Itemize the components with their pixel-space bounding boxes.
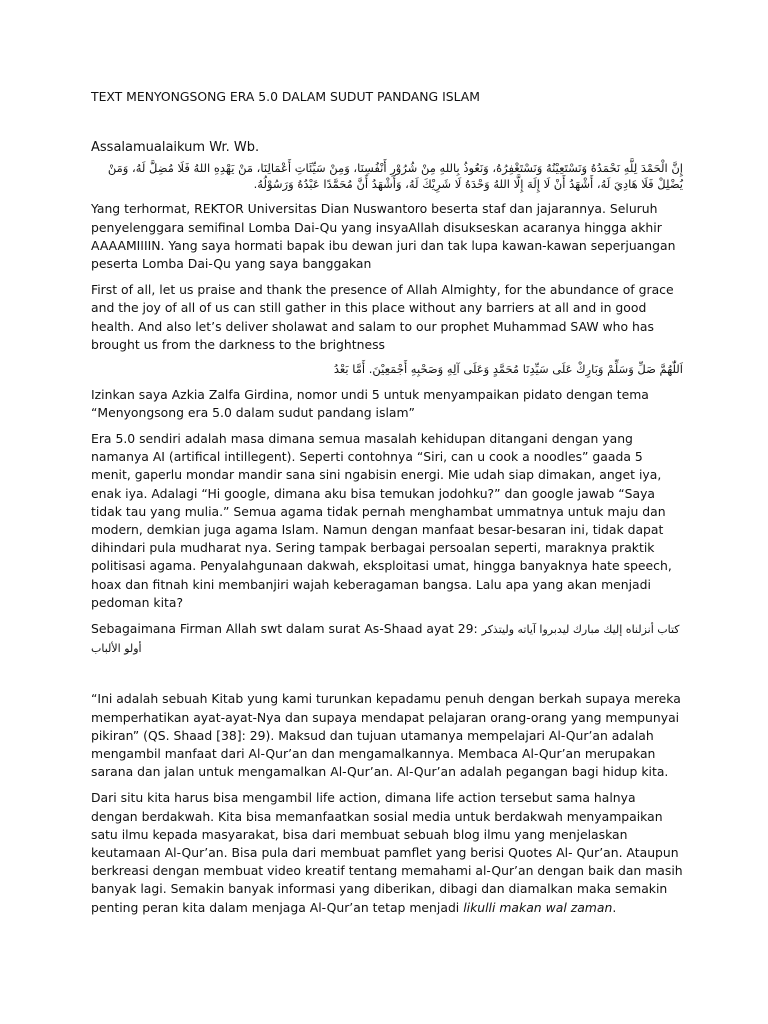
paragraph-era-5-0: Era 5.0 sendiri adalah masa dimana semua masalah kehidupan ditangani dengan yang namanya AI (artifical intillegent). Seperti contohnya “Siri, can u cook a noodles” gaada 5 menit, gaperlu mondar mandir sana sini ngabisin energi. Mie udah siap dimakan, anget iya, enak iya. Adalagi “Hi google, dimana aku bisa temukan jodohku?” dan google jawab “Saya tidak tau yang mulia.” Semua agama tidak pernah menghambat ummatnya untuk maju dan modern, demkian juga agama Islam. Namun dengan manfaat besar-besaran ini, tidak dapat dihindari pula mudharat nya. Sering tampak berbagai persoalan seperti, maraknya praktik politisasi agama. Penyalahgunaan dakwah, eksploitasi umat, hingga banyaknya hate speech, hoax dan fitnah kini membanjiri wajah keberagaman bangsa. Lalu apa yang akan menjadi pedoman kita?: [91, 430, 672, 610]
paragraph-salutation: Yang terhormat, REKTOR Universitas Dian Nuswantoro beserta staf dan jajarannya. Seluruh penyelenggara semifinal Lomba Dai-Qu yang insyaAllah disukseskan acaranya hingga akhir AAAAMIIIIN. Yang saya hormati bapak ibu dewan juri dan tak lupa kawan-kawan seperjuangan peserta Lomba Dai-Qu yang saya banggakan: [91, 201, 676, 272]
firman-arabic-text: كتاب أنزلناه إليك مبارك ليدبروا آياته وليتذكر أولو الألباب: [91, 622, 680, 656]
arabic-opening-text: إِنَّ الْحَمْدَ لِلَّهِ نَحْمَدُهُ وَنَسْتَعِيْنُهُ وَنَسْتَغْفِرُهُ، وَنَعُوذُ بِاللهِ مِنْ شُرُوْرِ أَنْفُسِنَا، وَمِنْ سَيِّئَاتِ أَعْمَالِنَا، مَنْ يَهْدِهِ اللهُ فَلَا مُضِلَّ لَهُ، وَمَنْ يُضْلِلْ فَلَا هَادِيَ لَهُ، أَشْهَدُ أَنْ لَا إِلَهَ إِلَّا اللهُ وَحْدَهُ لَا شَرِيْكَ لَهُ، وَأَشْهَدُ أَنَّ مُحَمَّدًا عَبْدُهُ وَرَسُوْلُهُ.: [107, 161, 683, 191]
paragraph-life-action: [91, 789, 683, 916]
paragraph-quran-translation: “Ini adalah sebuah Kitab yung kami turunkan kepadamu penuh dengan berkah supaya mereka memperhatikan ayat-ayat-Nya dan supaya mendapat pelajaran orang-orang yang mempunyai pikiran” (QS. Shaad [38]: 29). Maksud dan tujuan utamanya mempelajari Al-Qur’an adalah mengambil manfaat dari Al-Qur’an dan mengamalkannya. Membaca Al-Qur’an merupakan sarana dan jalan untuk mengamalkan Al-Qur’an. Al-Qur’an adalah pegangan bagi hidup kita.: [91, 691, 681, 780]
greeting: Assalamualaikum Wr. Wb.: [91, 140, 260, 156]
document-title: TEXT MENYONGSONG ERA 5.0 DALAM SUDUT PANDANG ISLAM: [91, 89, 480, 104]
life-action-text: Dari situ kita harus bisa mengambil life action, dimana life action tersebut sama halnya dengan berdakwah. Kita bisa memanfaatkan sosial media untuk berdakwah menyampaikan satu ilmu kepada masyarakat, bisa dari membuat sebuah blog ilmu yang menjelaskan keutamaan Al-Qur’an. Bisa pula dari membuat pamflet yang berisi Quotes Al- Qur’an. Ataupun berkreasi dengan membuat video kreatif tentang memahami al-Qur’an dengan baik dan masih banyak lagi. Semakin banyak informasi yang diberikan, dibagi dan diamalkan maka semakin penting peran kita dalam menjaga Al-Qur’an tetap menjadi: [91, 790, 683, 915]
document-page: [91, 88, 683, 925]
paragraph-firman: [91, 620, 683, 658]
firman-latin-text: Sebagaimana Firman Allah swt dalam surat As-Shaad ayat 29:: [91, 620, 482, 636]
life-action-italic-phrase: likulli makan wal zaman: [463, 899, 613, 915]
arabic-shalawat-text: اَللّٰهُمَّ صَلِّ وَسَلِّمْ وَبَارِكْ عَلَى سَيِّدِنَا مُحَمَّدٍ وَعَلَى آلِهِ وَصَحْبِهِ أَجْمَعِيْنَ. أَمَّا بَعْدُ: [333, 362, 683, 377]
paragraph-introduction: Izinkan saya Azkia Zalfa Girdina, nomor undi 5 untuk menyampaikan pidato dengan tema “Menyongsong era 5.0 dalam sudut pandang islam”: [91, 386, 649, 420]
life-action-period: .: [612, 899, 617, 915]
paragraph-english-opening: First of all, let us praise and thank the presence of Allah Almighty, for the abundance of grace and the joy of all of us can still gather in this place without any barriers at all and in good health. And also let’s deliver sholawat and salam to our prophet Muhammad SAW who has brought us from the darkness to the brightness: [91, 282, 674, 352]
